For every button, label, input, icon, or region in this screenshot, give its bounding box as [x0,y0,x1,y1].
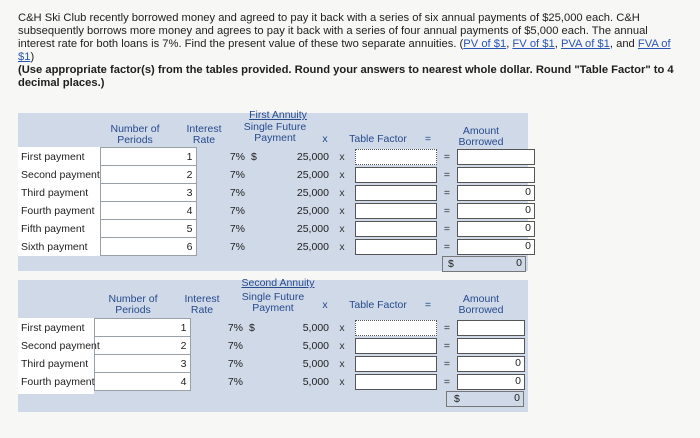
table-row [18,373,528,391]
row-label: First payment [18,319,94,337]
rate-cell: 7% [229,222,245,235]
amount-cell [454,220,538,238]
table-row [18,337,528,355]
multiply-sign: x [339,321,345,334]
periods-cell: 4 [94,373,190,391]
table-factor-input[interactable] [355,149,437,165]
payment-cell: 5,000 [302,375,329,388]
payment-cell: 25,000 [296,150,329,163]
table-row [18,319,528,337]
row-label: Third payment [18,355,94,373]
first-header-rate: Interest Rate [186,123,222,146]
table-factor-cell [352,166,440,184]
table-factor-cell [352,148,440,166]
amount-cell [454,319,528,337]
rate-cell: 7% [227,321,243,334]
dollar-sign [248,166,262,184]
rate-cell: 7% [229,204,245,217]
question-line-2: subsequently borrows more money and agrees to pay it back with a series of four annual payments of $5,000 each. The annual [18,25,648,37]
second-header-payment: Single Future Payment [241,291,305,314]
multiply-sign: x [339,222,345,235]
table-factor-input[interactable] [355,356,437,372]
periods-cell: 1 [94,319,190,337]
periods-cell: 3 [100,184,196,202]
second-header-rate: Interest Rate [184,293,220,316]
first-header-periods: Number of Periods [110,123,160,146]
table-factor-input[interactable] [355,167,437,183]
first-total-dollar: $ [448,258,454,270]
amount-input[interactable] [457,338,525,354]
dollar-sign [248,202,262,220]
second-annuity-table [18,318,528,391]
table-factor-cell [352,355,440,373]
instruction-line-2 [18,77,683,90]
question-line-1: C&H Ski Club recently borrowed money and agreed to pay it back with a series of six annual payments of $25,000 each. C&H [18,12,640,24]
amount-input[interactable]: 0 [457,185,535,201]
dollar-sign [248,220,262,238]
multiply-sign: x [339,186,345,199]
periods-cell: 5 [100,220,196,238]
payment-cell: 25,000 [296,204,329,217]
table-row [18,355,528,373]
table-factor-input[interactable] [355,185,437,201]
second-header-periods: Number of Periods [108,293,158,316]
second-header-eq: = [424,299,432,311]
table-row [18,220,538,238]
first-header-payment: Single Future Payment [243,121,307,144]
amount-input[interactable]: 0 [457,203,535,219]
payment-cell: 5,000 [302,321,329,334]
amount-cell [454,166,538,184]
rate-cell: 7% [227,357,243,370]
multiply-sign: x [339,168,345,181]
rate-cell: 7% [229,186,245,199]
fv-table-link[interactable]: FV of $1 [512,38,555,50]
periods-cell: 2 [94,337,190,355]
first-annuity-title: First Annuity [249,109,307,121]
table-row [18,238,538,256]
equals-sign: = [443,204,451,217]
dollar-sign [248,184,262,202]
row-label: Second payment [18,166,100,184]
table-factor-cell [352,373,440,391]
multiply-sign: x [339,240,345,253]
instruction-text-2: decimal places.) [18,77,105,89]
periods-cell: 3 [94,355,190,373]
payment-cell: 25,000 [296,186,329,199]
rate-cell: 7% [229,150,245,163]
table-factor-cell [352,319,440,337]
table-factor-cell [352,238,440,256]
periods-cell: 1 [100,148,196,166]
dollar-sign: $ [249,321,255,334]
second-header-factor: Table Factor [349,299,407,311]
row-label: First payment [18,148,100,166]
rate-cell: 7% [229,168,245,181]
fva-table-link[interactable]: FVA of $1 [18,38,671,63]
equals-sign: = [443,339,451,352]
row-label: Fifth payment [18,220,100,238]
amount-cell [454,148,538,166]
rate-cell: 7% [227,339,243,352]
dollar-sign [246,373,260,391]
periods-cell: 4 [100,202,196,220]
amount-cell [454,202,538,220]
row-label: Fourth payment [18,373,94,391]
table-factor-cell [352,220,440,238]
question-line-3-text: interest rate for both loans is 7%. Find the present value of these two separate annuities. ( [18,38,464,50]
amount-input[interactable] [457,149,535,165]
first-annuity-table [18,147,538,256]
payment-cell: 25,000 [296,222,329,235]
payment-cell: 5,000 [302,339,329,352]
multiply-sign: x [339,375,345,388]
amount-input[interactable]: 0 [457,356,525,372]
amount-cell [454,184,538,202]
equals-sign: = [443,321,451,334]
amount-cell [454,238,538,256]
row-label: Second payment [18,337,94,355]
first-header-factor: Table Factor [349,133,407,145]
first-header-eq: = [424,133,432,145]
pva-table-link[interactable]: PVA of $1 [560,38,610,50]
payment-cell: 5,000 [302,357,329,370]
second-header-x: x [322,299,328,311]
table-row [18,202,538,220]
table-row [18,184,538,202]
first-header-amount: Amount Borrowed [458,125,504,148]
dollar-sign [246,337,260,355]
table-factor-cell [352,337,440,355]
row-label: Sixth payment [18,238,100,256]
payment-cell: 25,000 [296,168,329,181]
dollar-sign: $ [251,150,257,163]
multiply-sign: x [339,357,345,370]
instruction-line-1 [18,64,683,77]
pv-table-link[interactable]: PV of $1 [463,38,507,50]
multiply-sign: x [339,204,345,217]
equals-sign: = [443,222,451,235]
row-label: Third payment [18,184,100,202]
table-factor-input[interactable] [355,221,437,237]
question-text [18,12,683,90]
amount-input[interactable]: 0 [457,221,535,237]
amount-cell [454,355,528,373]
row-label: Fourth payment [18,202,100,220]
amount-input[interactable] [457,167,535,183]
rate-cell: 7% [229,240,245,253]
first-header-x: x [322,133,328,145]
table-factor-input[interactable] [355,239,437,255]
dollar-sign [248,238,262,256]
table-factor-input[interactable] [355,320,437,336]
amount-cell [454,373,528,391]
equals-sign: = [443,240,451,253]
multiply-sign: x [339,150,345,163]
amount-input[interactable]: 0 [457,239,535,255]
table-row [18,148,538,166]
second-total-input[interactable]: 0 [446,391,524,407]
dollar-sign [246,355,260,373]
periods-cell: 6 [100,238,196,256]
table-row [18,166,538,184]
table-factor-input[interactable] [355,374,437,390]
question-line-3: interest rate for both loans is 7%. Find the present value of these two separate annuities. (PV of $1, FV of $1, PVA of $1, and FVA of $1) [18,38,671,63]
equals-sign: = [443,186,451,199]
table-factor-input[interactable] [355,203,437,219]
table-factor-input[interactable] [355,338,437,354]
first-total-input[interactable]: 0 [442,256,526,272]
rate-cell: 7% [227,375,243,388]
equals-sign: = [443,150,451,163]
second-total-dollar: $ [454,393,460,405]
periods-cell: 2 [100,166,196,184]
instruction-text: (Use appropriate factor(s) from the tables provided. Round your answers to nearest whole dollar. Round "Table Factor" to 4 [18,64,674,76]
amount-input[interactable] [457,320,525,336]
equals-sign: = [443,357,451,370]
second-header-amount: Amount Borrowed [458,293,504,316]
multiply-sign: x [339,339,345,352]
table-factor-cell [352,184,440,202]
amount-cell [454,337,528,355]
payment-cell: 25,000 [296,240,329,253]
second-annuity-title: Second Annuity [241,277,315,289]
equals-sign: = [443,375,451,388]
equals-sign: = [443,168,451,181]
table-factor-cell [352,202,440,220]
amount-input[interactable]: 0 [457,374,525,390]
